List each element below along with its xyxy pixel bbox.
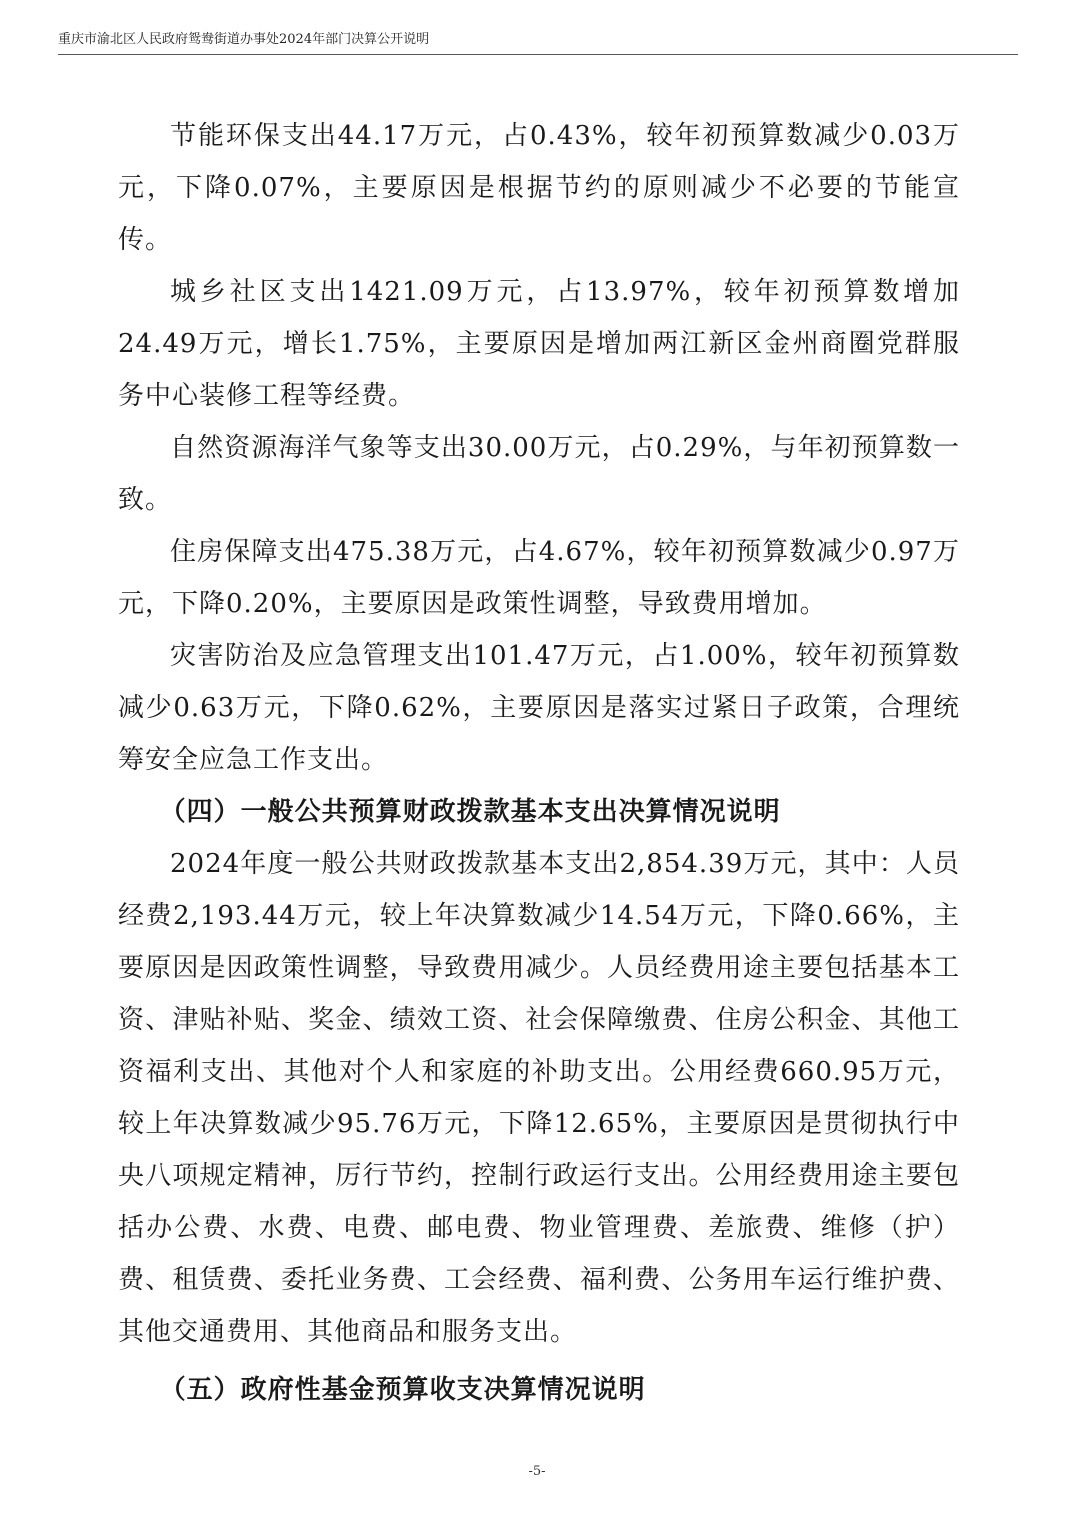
paragraph-energy-environment: 节能环保支出44.17万元，占0.43%，较年初预算数减少0.03万元，下降0.07%，主要原因是根据节约的原则减少不必要的节能宣传。 <box>118 121 960 255</box>
header-title: 重庆市渝北区人民政府鸳鸯街道办事处2024年部门决算公开说明 <box>58 32 430 47</box>
paragraph-natural-resources: 自然资源海洋气象等支出30.00万元，占0.29%，与年初预算数一致。 <box>118 433 960 515</box>
page-number: -5- <box>528 1464 546 1479</box>
section-heading-4: （四）一般公共预算财政拨款基本支出决算情况说明 <box>159 797 781 827</box>
document-body <box>118 110 960 1416</box>
paragraph-basic-expenditure: 2024年度一般公共财政拨款基本支出2,854.39万元，其中：人员经费2,193.44万元，较上年决算数减少14.54万元，下降0.66%，主要原因是因政策性调整，导致费用减少。人员经费用途主要包括基本工资、津贴补贴、奖金、绩效工资、社会保障缴费、住房公积金、其他工资福利支出、其他对个人和家庭的补助支出。公用经费660.95万元，较上年决算数减少95.76万元，下降12.65%，主要原因是贯彻执行中央八项规定精神，厉行节约，控制行政运行支出。公用经费用途主要包括办公费、水费、电费、邮电费、物业管理费、差旅费、维修（护）费、租赁费、委托业务费、工会经费、福利费、公务用车运行维护费、其他交通费用、其他商品和服务支出。 <box>118 849 960 1347</box>
paragraph-housing-security: 住房保障支出475.38万元，占4.67%，较年初预算数减少0.97万元，下降0.20%，主要原因是政策性调整，导致费用增加。 <box>118 537 960 619</box>
paragraph-urban-rural-community: 城乡社区支出1421.09万元，占13.97%，较年初预算数增加24.49万元，增长1.75%，主要原因是增加两江新区金州商圈党群服务中心装修工程等经费。 <box>118 277 960 411</box>
paragraph-disaster-prevention: 灾害防治及应急管理支出101.47万元，占1.00%，较年初预算数减少0.63万元，下降0.62%，主要原因是落实过紧日子政策，合理统筹安全应急工作支出。 <box>118 641 960 775</box>
page-header <box>58 30 1018 55</box>
section-heading-5: （五）政府性基金预算收支决算情况说明 <box>159 1375 646 1405</box>
